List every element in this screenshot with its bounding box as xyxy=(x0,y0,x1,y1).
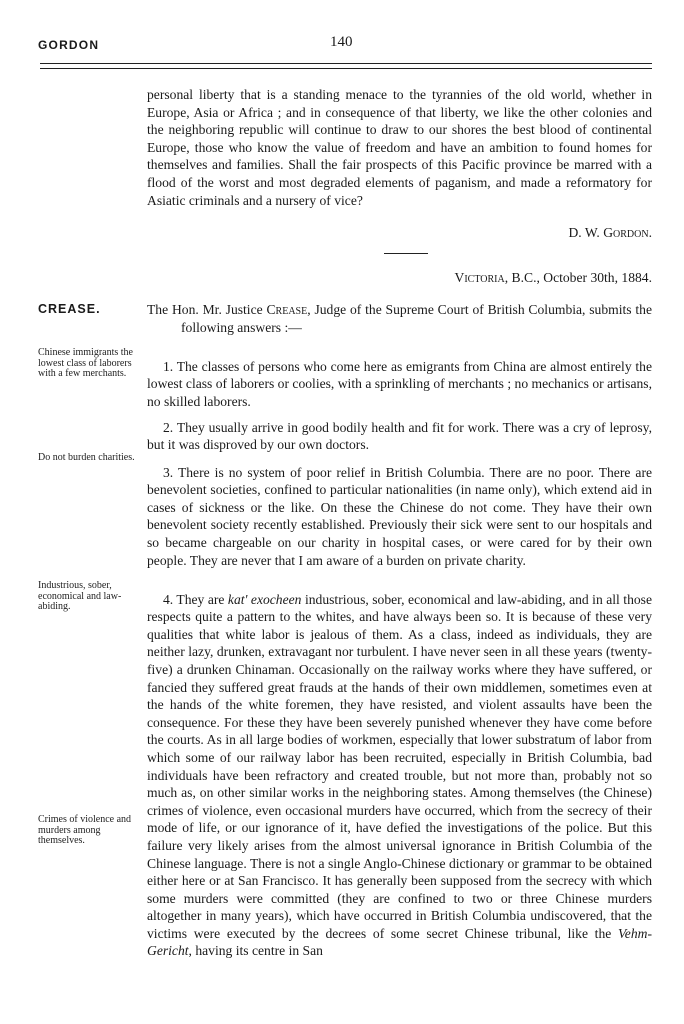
answer-4-tail: , having its centre in San xyxy=(188,943,323,959)
intro-name: Crease xyxy=(266,302,308,317)
running-head-title: GORDON xyxy=(38,38,100,52)
dateline xyxy=(147,270,652,286)
answer-4-vehm-gericht: Vehm-Gericht xyxy=(147,925,652,959)
dateline-place: Victoria xyxy=(454,270,505,285)
answer-1-text: 1. The classes of persons who come here as emigrants from China are almost entirely the lowest class of laborers or coolies, with a sprinkling of merchants ; no mechanics or artisans, no skilled laborers. xyxy=(147,358,652,409)
margin-note-crimes: Crimes of violence and murders among themselves. xyxy=(38,814,132,846)
gordon-closing-paragraph xyxy=(147,86,652,209)
crease-side-heading: CREASE. xyxy=(38,302,101,316)
answer-4 xyxy=(147,577,652,974)
crease-intro xyxy=(147,301,652,336)
margin-note-charities: Do not burden charities. xyxy=(38,452,135,463)
answer-2-text: 2. They usually arrive in good bodily health and fit for work. There was a cry of leprosy, but it was disproved by our own doctors. xyxy=(147,419,652,453)
header-rule xyxy=(40,63,652,64)
answer-4-lead: 4. They are xyxy=(163,591,225,607)
signature-name: Gordon. xyxy=(603,225,652,240)
answer-3 xyxy=(147,450,652,583)
page-number: 140 xyxy=(330,34,353,50)
margin-note-immigrants: Chinese immigrants the lowest class of laborers with a few merchants. xyxy=(38,347,133,379)
gordon-closing-text: personal liberty that is a standing menace to the tyrannies of the old world, whether in Europe, Asia or Africa ; and in consequence of that liberty, we like the other colonies and the neighboring republic will continue to draw to our shores the best blood of continental Europe, those who know the value of freedom and have an ambition to found homes for themselves and families. Shall the fair prospects of this Pacific province be marred with a flood of the worst and most degraded elements of paganism, and made a reformatory for Asiatic criminals and a nursery of vice? xyxy=(147,87,652,208)
margin-note-industrious: Industrious, sober, economical and law-abiding. xyxy=(38,580,122,612)
gordon-signature xyxy=(147,225,652,241)
header-rule-secondary xyxy=(40,68,652,69)
intro-prefix: The Hon. Mr. Justice xyxy=(147,302,263,317)
dateline-rest: , B.C., October 30th, 1884. xyxy=(504,270,652,285)
section-divider xyxy=(384,253,428,254)
answer-4-greek-phrase: kat' exocheen xyxy=(227,591,302,607)
intro-rest: , Judge of the Supreme Court of British Columbia, submits the following answers :— xyxy=(181,302,652,335)
answer-3-text: 3. There is no system of poor relief in British Columbia. There are no poor. There are benevolent societies, confined to particular nationalities (in name only), which extend aid in cases of sickness or the like. On these the Chinese do not come. They have their own benevolent society recently established. Previously their sick were sent to our hospitals and so became chargeable on our charity in hospital cases, or were cared for by their own people. They are never that I am aware of a burden on private charity. xyxy=(147,464,652,568)
signature-initials: D. W. xyxy=(568,225,600,240)
answer-4-body: industrious, sober, economical and law-abiding, and in all those respects quite a pattern to the whites, and have always been so. It is because of these very qualities that white labor is jealous of them. As a class, indeed as individuals, they are neither lazy, drunken, extravagant nor turbulent. I have never seen in all these years (twenty-five) a drunken Chinaman. Occasionally on the railway works where they have suffered, or fancied they suffered great frauds at the hands of their own middlemen, sometimes even at the hands of the white foremen, they have resisted, and violent assaults have been the consequence. For these they have been severely punished whenever they have come before the courts. As in all large bodies of workmen, especially that lower substratum of labor from which some of our railway labor has been recruited, especially in British Columbia, bad individuals have been refractory and created trouble, but not more than, probably not so much as, on other similar works in the neighboring states. Among themselves (the Chinese) crimes of violence, even occasional murders have occurred, which from the secrecy of their mode of life, or our ignorance of it, have defied the investigations of the police. But this failure very likely arises from the almost universal ignorance in British Columbia of the Chinese language. There is not a single Anglo-Chinese dictionary or grammar to be obtained either here or at San Francisco. It has generally been supposed from the secrecy with which some murders were committed (they are confined to two or three Chinese murders altogether in many years), which have occurred in British Columbia undiscovered, that the victims were executed by the decrees of some secret Chinese tribunal, like the xyxy=(147,591,652,941)
